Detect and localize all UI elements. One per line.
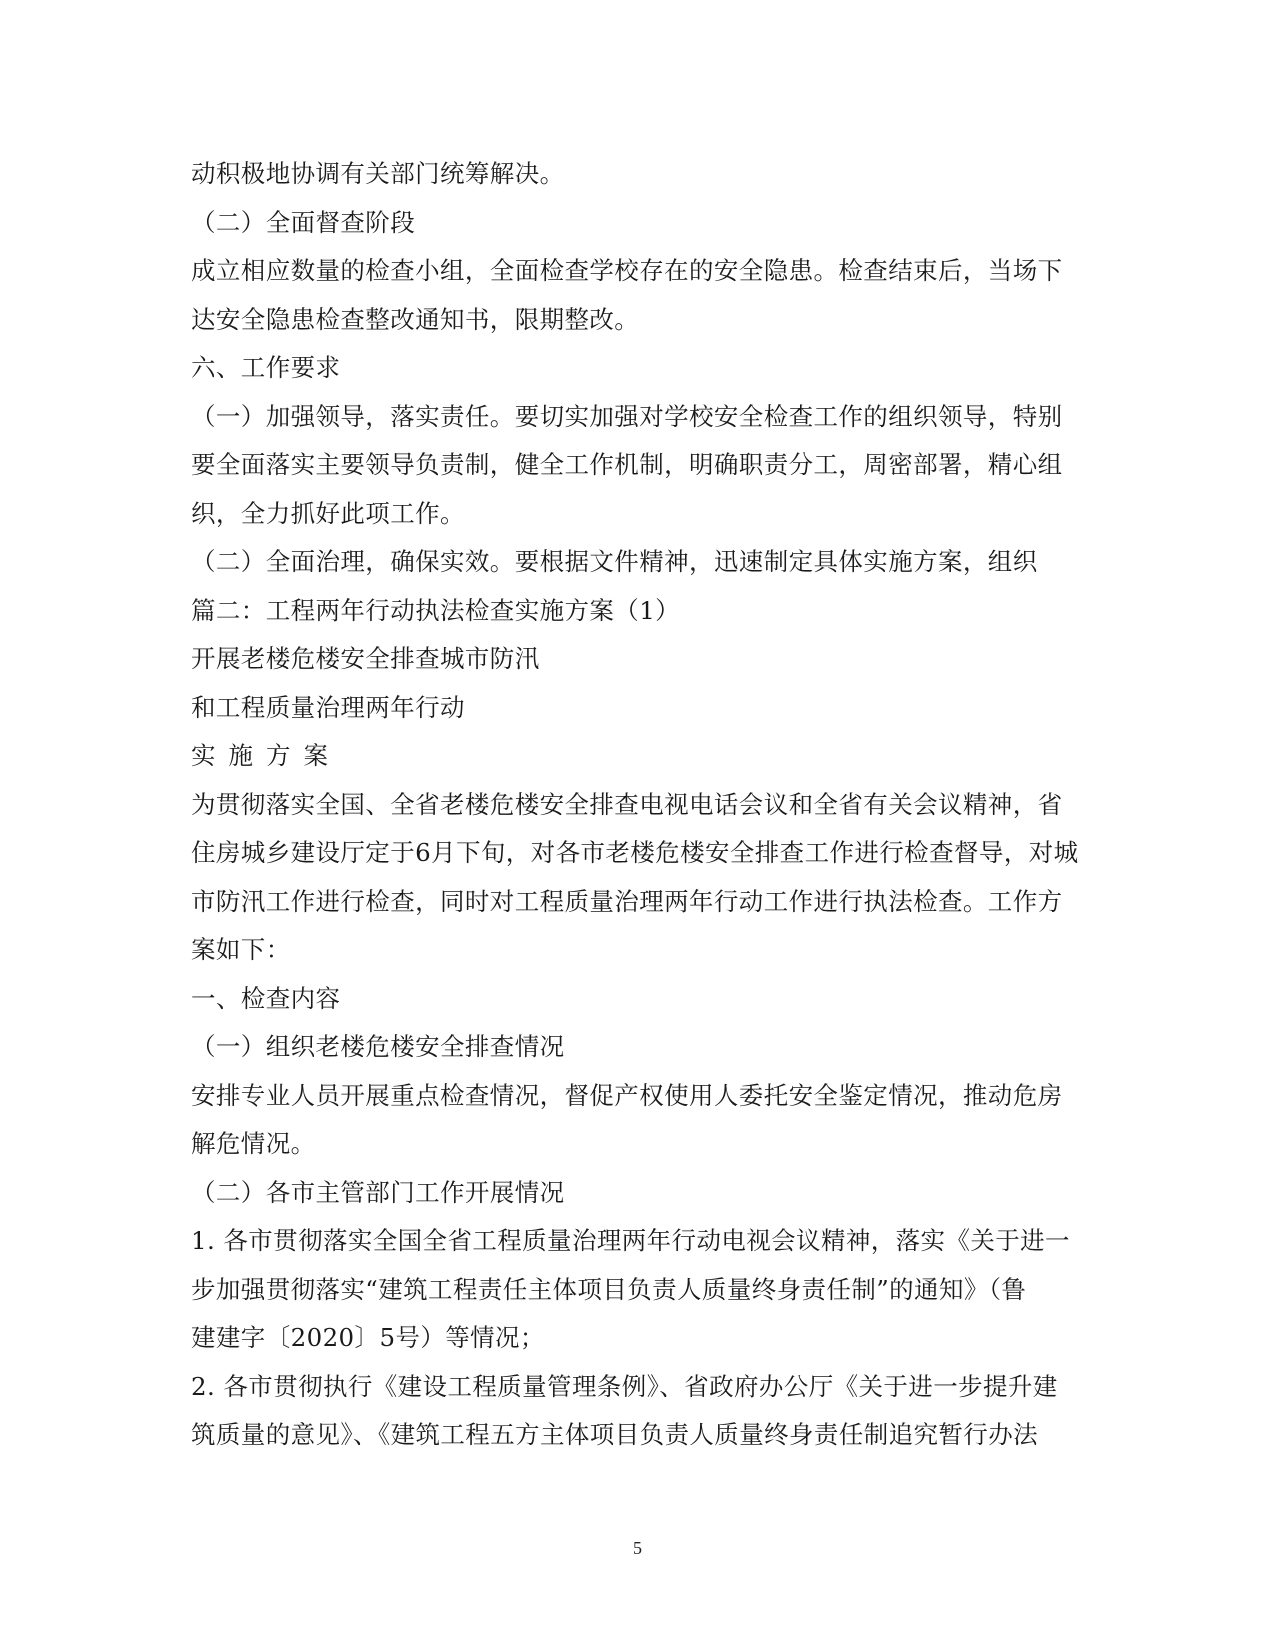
text-line: 动积极地协调有关部门统筹解决。 xyxy=(191,159,565,188)
title-line: 和工程质量治理两年行动 xyxy=(191,692,465,722)
section-heading: 六、工作要求 xyxy=(191,353,341,382)
text-line: （一）加强领导，落实责任。要切实加强对学校安全检查工作的组织领导，特别 xyxy=(191,401,1063,431)
text-line: 解危情况。 xyxy=(191,1129,316,1158)
text-line: 为贯彻落实全国、全省老楼危楼安全排查电视电话会议和全省有关会议精神，省 xyxy=(191,789,1063,819)
text-line: 建建字〔2020〕5号）等情况； xyxy=(191,1323,545,1352)
chapter-heading: 篇二：工程两年行动执法检查实施方案（1） xyxy=(191,595,681,625)
text-line: 案如下： xyxy=(191,935,291,964)
section-heading: （二）全面督查阶段 xyxy=(191,207,416,237)
section-heading: 一、检查内容 xyxy=(191,983,341,1013)
section-heading: （一）组织老楼危楼安全排查情况 xyxy=(191,1032,565,1061)
text-line: 步加强贯彻落实“建筑工程责任主体项目负责人质量终身责任制”的通知》（鲁 xyxy=(191,1274,1027,1304)
section-heading: （二）各市主管部门工作开展情况 xyxy=(191,1177,565,1207)
title-line: 开展老楼危楼安全排查城市防汛 xyxy=(191,644,540,673)
text-line: 1. 各市贯彻落实全国全省工程质量治理两年行动电视会议精神，落实《关于进一 xyxy=(191,1226,1070,1255)
text-line: （二）全面治理，确保实效。要根据文件精神，迅速制定具体实施方案，组织 xyxy=(191,547,1038,576)
text-line: 要全面落实主要领导负责制，健全工作机制，明确职责分工，周密部署，精心组 xyxy=(191,450,1063,479)
text-line: 2. 各市贯彻执行《建设工程质量管理条例》、省政府办公厅《关于进一步提升建 xyxy=(191,1371,1058,1401)
document-body xyxy=(191,150,1081,1460)
text-line: 市防汛工作进行检查，同时对工程质量治理两年行动工作进行执法检查。工作方 xyxy=(191,886,1063,916)
text-line: 安排专业人员开展重点检查情况，督促产权使用人委托安全鉴定情况，推动危房 xyxy=(191,1080,1063,1110)
text-line: 织，全力抓好此项工作。 xyxy=(191,498,465,528)
text-line: 成立相应数量的检查小组，全面检查学校存在的安全隐患。检查结束后，当场下 xyxy=(191,256,1063,285)
title-line: 实施方案 xyxy=(191,741,341,770)
text-line: 筑质量的意见》、《建筑工程五方主体项目负责人质量终身责任制追究暂行办法 xyxy=(191,1420,1038,1449)
text-line: 达安全隐患检查整改通知书，限期整改。 xyxy=(191,304,640,334)
text-line: 住房城乡建设厅定于6月下旬，对各市老楼危楼安全排查工作进行检查督导，对城 xyxy=(191,838,1079,867)
page-number: 5 xyxy=(633,1538,642,1558)
